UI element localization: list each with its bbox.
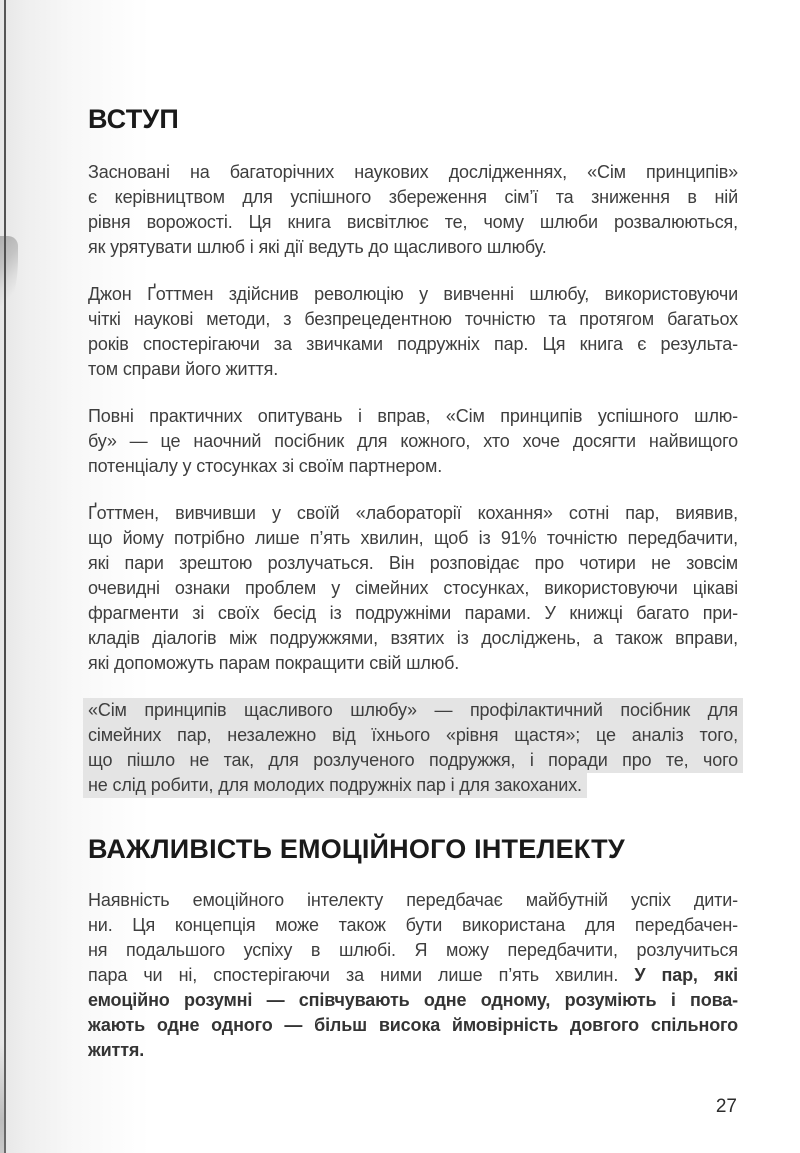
text-line (88, 913, 738, 938)
text-line (88, 235, 738, 260)
text-line (88, 160, 738, 185)
bold-text-segment: жають одне одного — більш висока ймовірність довгого спільного (88, 1015, 738, 1035)
text-segment: потенціалу у стосунках зі своїм партнером. (88, 456, 443, 476)
text-segment: сімейних пар, незалежно від їхнього «рівня щастя»; це аналіз того, (83, 723, 743, 748)
text-line (88, 185, 738, 210)
paragraph-3 (88, 404, 738, 479)
paragraph-1 (88, 160, 738, 260)
text-line (88, 988, 738, 1013)
text-line (88, 501, 738, 526)
text-line (88, 773, 738, 798)
section-heading-emotional-intelligence: ВАЖЛИВІСТЬ ЕМОЦІЙНОГО ІНТЕЛЕКТУ (88, 834, 625, 864)
text-segment: Джон Ґоттмен здійснив революцію у вивченні шлюбу, використовуючи (88, 284, 738, 304)
text-segment: Ґоттмен, вивчивши у своїй «лабораторії кохання» сотні пар, виявив, (88, 503, 738, 523)
paragraph-2 (88, 282, 738, 382)
text-line (88, 651, 738, 676)
text-line (88, 307, 738, 332)
bold-text-segment: емоційно розумні — співчувають одне одному, розуміють і пова- (88, 990, 738, 1010)
text-segment: фрагменти зі своїх бесід із подружніми парами. У книжці багато при- (88, 603, 738, 623)
text-line (88, 963, 738, 988)
highlighted-paragraph (88, 698, 738, 798)
text-line (88, 526, 738, 551)
text-line (88, 888, 738, 913)
text-segment: не слід робити, для молодих подружніх пар і для закоханих. (83, 773, 587, 798)
text-segment: Засновані на багаторічних наукових дослідженнях, «Сім принципів» (88, 162, 738, 182)
text-line (88, 938, 738, 963)
text-line (88, 404, 738, 429)
text-segment: є керівництвом для успішного збереження сім’ї та зниження в ній (88, 187, 738, 207)
text-segment: років спостерігаючи за звичками подружніх пар. Ця книга є результа- (88, 334, 738, 354)
text-line (88, 698, 738, 723)
text-segment: Наявність емоційного інтелекту передбачає майбутній успіх дити- (88, 890, 738, 910)
page-spine-line (4, 0, 6, 1153)
text-segment: які допоможуть парам покращити свій шлюб. (88, 653, 460, 673)
page-content (88, 0, 738, 1085)
text-segment: пара чи ні, спостерігаючи за ними лише п’ять хвилин. (88, 965, 635, 985)
text-segment: що пішло не так, для розлученого подружжя, і поради про те, чого (83, 748, 743, 773)
text-line (88, 454, 738, 479)
text-line (88, 723, 738, 748)
text-line (88, 576, 738, 601)
text-segment: чіткі наукові методи, з безпрецедентною точністю та протягом багатьох (88, 309, 738, 329)
text-segment: кладів діалогів між подружжями, взятих із досліджень, а також вправи, (88, 628, 738, 648)
text-segment: рівня ворожості. Ця книга висвітлює те, чому шлюби розвалюються, (88, 212, 738, 232)
text-line (88, 282, 738, 307)
text-line (88, 626, 738, 651)
text-segment: «Сім принципів щасливого шлюбу» — профілактичний посібник для (83, 698, 743, 723)
text-line (88, 357, 738, 382)
text-segment: Повні практичних опитувань і вправ, «Сім принципів успішного шлю- (88, 406, 738, 426)
text-segment: як урятувати шлюб і які дії ведуть до щасливого шлюбу. (88, 237, 547, 257)
text-line (88, 601, 738, 626)
text-line (88, 210, 738, 235)
paragraph-5 (88, 888, 738, 1063)
text-line (88, 1038, 738, 1063)
text-line (88, 1013, 738, 1038)
text-line (88, 748, 738, 773)
page-number: 27 (715, 1096, 737, 1117)
text-line (88, 429, 738, 454)
text-line (88, 332, 738, 357)
text-segment: які пари зрештою розлучаться. Він розповідає про чотири не зовсім (88, 553, 738, 573)
bold-text-segment: У пар, які (634, 965, 738, 985)
text-segment: ня подальшого успіху в шлюбі. Я можу передбачити, розлучиться (88, 940, 738, 960)
text-segment: ни. Ця концепція може також бути використана для передбачен- (88, 915, 738, 935)
paragraph-4 (88, 501, 738, 676)
text-segment: що йому потрібно лише п’ять хвилин, щоб із 91% точністю передбачити, (88, 528, 738, 548)
bold-text-segment: життя. (88, 1040, 145, 1060)
text-line (88, 551, 738, 576)
text-segment: том справи його життя. (88, 359, 279, 379)
text-segment: очевидні ознаки проблем у сімейних стосунках, використовуючи цікаві (88, 578, 738, 598)
text-segment: бу» — це наочний посібник для кожного, хто хоче досягти найвищого (88, 431, 738, 451)
chapter-heading-vstup: ВСТУП (88, 104, 179, 134)
